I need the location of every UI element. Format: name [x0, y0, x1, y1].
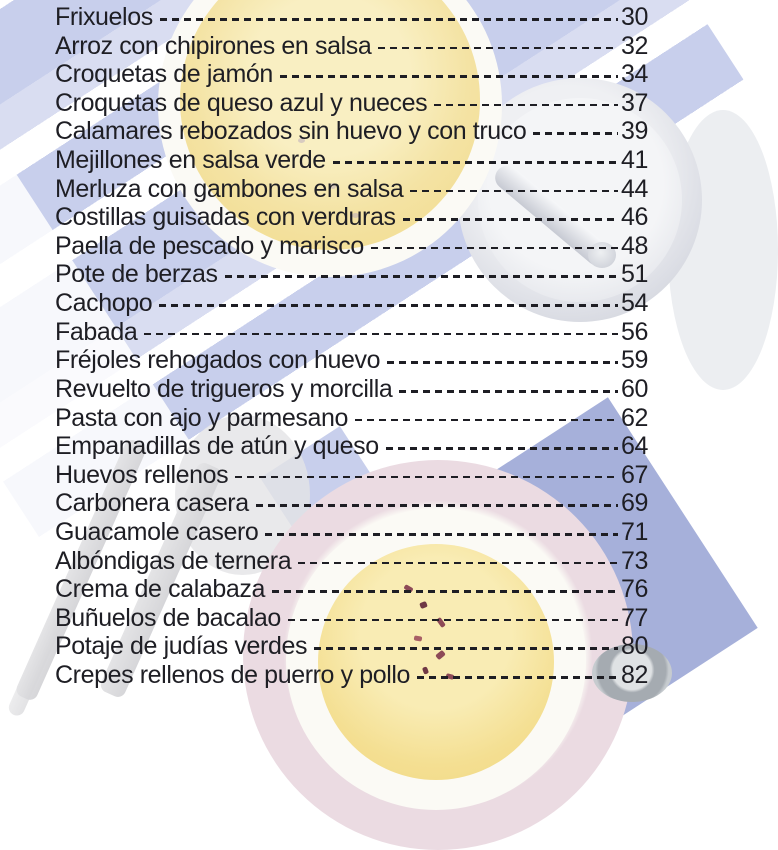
dish-name: Revuelto de trigueros y morcilla: [55, 374, 393, 403]
page-number: 30: [620, 3, 648, 31]
dash-leader: [265, 533, 618, 536]
page-number: 69: [620, 489, 648, 518]
toc-item: [55, 632, 648, 661]
page-number: 54: [620, 289, 648, 318]
page-number: 76: [620, 575, 648, 604]
dish-name: Fabada: [55, 317, 138, 346]
toc-list: [55, 3, 648, 690]
toc-item: [55, 661, 648, 690]
dish-name: Croquetas de queso azul y nueces: [55, 88, 428, 117]
page-number: 37: [620, 88, 648, 117]
dish-name: Croquetas de jamón: [55, 60, 273, 89]
toc-item: [55, 232, 648, 261]
dish-name: Potaje de judías verdes: [55, 632, 308, 661]
page-number: 73: [620, 546, 648, 575]
dish-name: Cachopo: [55, 289, 153, 318]
page-number: 71: [620, 517, 648, 546]
dish-name: Guacamole casero: [55, 517, 259, 546]
dish-name: Mejillones en salsa verde: [55, 146, 326, 175]
page-number: 51: [620, 260, 648, 289]
dash-leader: [386, 447, 618, 450]
page-number: 32: [620, 31, 648, 60]
page-number: 62: [620, 403, 648, 432]
page-number: 39: [620, 117, 648, 146]
dash-leader: [256, 504, 618, 507]
dash-leader: [434, 104, 618, 107]
dash-leader: [314, 647, 618, 650]
toc-item: [55, 203, 648, 232]
toc-item: [55, 175, 648, 204]
dish-name: Costillas guisadas con verduras: [55, 203, 396, 232]
toc-item: [55, 604, 648, 633]
page-number: 59: [620, 346, 648, 375]
dash-leader: [272, 590, 618, 593]
dash-leader: [333, 161, 618, 164]
dish-name: Huevos rellenos: [55, 460, 229, 489]
page-number: 56: [620, 317, 648, 346]
toc-item: [55, 404, 648, 433]
page-number: 44: [620, 174, 648, 203]
dash-leader: [288, 619, 618, 622]
toc-item: [55, 375, 648, 404]
dish-name: Albóndigas de ternera: [55, 546, 292, 575]
toc-item: [55, 547, 648, 576]
toc-item: [55, 489, 648, 518]
toc-item: [55, 318, 648, 347]
dash-leader: [371, 247, 618, 250]
dish-name: Buñuelos de bacalao: [55, 603, 281, 632]
toc-item: [55, 432, 648, 461]
dash-leader: [399, 390, 618, 393]
page-number: 46: [620, 203, 648, 232]
toc-item: [55, 117, 648, 146]
page-number: 34: [620, 60, 648, 89]
dish-name: Fréjoles rehogados con huevo: [55, 346, 381, 375]
dish-name: Crepes rellenos de puerro y pollo: [55, 661, 411, 690]
dish-name: Crema de calabaza: [55, 575, 265, 604]
dish-name: Pote de berzas: [55, 260, 218, 289]
dash-leader: [403, 218, 618, 221]
toc-item: [55, 60, 648, 89]
toc-item: [55, 289, 648, 318]
dash-leader: [235, 476, 618, 479]
page-number: 60: [620, 374, 648, 403]
toc-item: [55, 575, 648, 604]
dash-leader: [144, 333, 618, 336]
toc-item: [55, 32, 648, 61]
page-number: 48: [620, 231, 648, 260]
dash-leader: [378, 47, 618, 50]
page-number: 80: [620, 632, 648, 661]
dish-name: Merluza con gambones en salsa: [55, 174, 404, 203]
dish-name: Calamares rebozados sin huevo y con truco: [55, 117, 527, 146]
toc-item: [55, 260, 648, 289]
dash-leader: [355, 419, 618, 422]
page-number: 64: [620, 432, 648, 461]
dish-name: Paella de pescado y marisco: [55, 231, 364, 260]
toc-item: [55, 3, 648, 32]
toc-item: [55, 89, 648, 118]
page-number: 82: [620, 661, 648, 690]
dash-leader: [533, 132, 618, 135]
dash-leader: [280, 75, 618, 78]
toc-item: [55, 346, 648, 375]
dish-name: Frixuelos: [55, 3, 153, 31]
dash-leader: [225, 275, 618, 278]
toc-item: [55, 518, 648, 547]
toc-item: [55, 146, 648, 175]
page-number: 67: [620, 460, 648, 489]
dish-name: Carbonera casera: [55, 489, 249, 518]
dash-leader: [160, 18, 618, 21]
dash-leader: [410, 190, 618, 193]
dish-name: Arroz con chipirones en salsa: [55, 31, 372, 60]
dash-leader: [417, 676, 618, 679]
dash-leader: [159, 304, 618, 307]
dash-leader: [387, 361, 618, 364]
dish-name: Pasta con ajo y parmesano: [55, 403, 348, 432]
page-number: 41: [620, 146, 648, 175]
toc-item: [55, 461, 648, 490]
dash-leader: [298, 562, 618, 565]
page-number: 77: [620, 603, 648, 632]
dish-name: Empanadillas de atún y queso: [55, 432, 379, 461]
